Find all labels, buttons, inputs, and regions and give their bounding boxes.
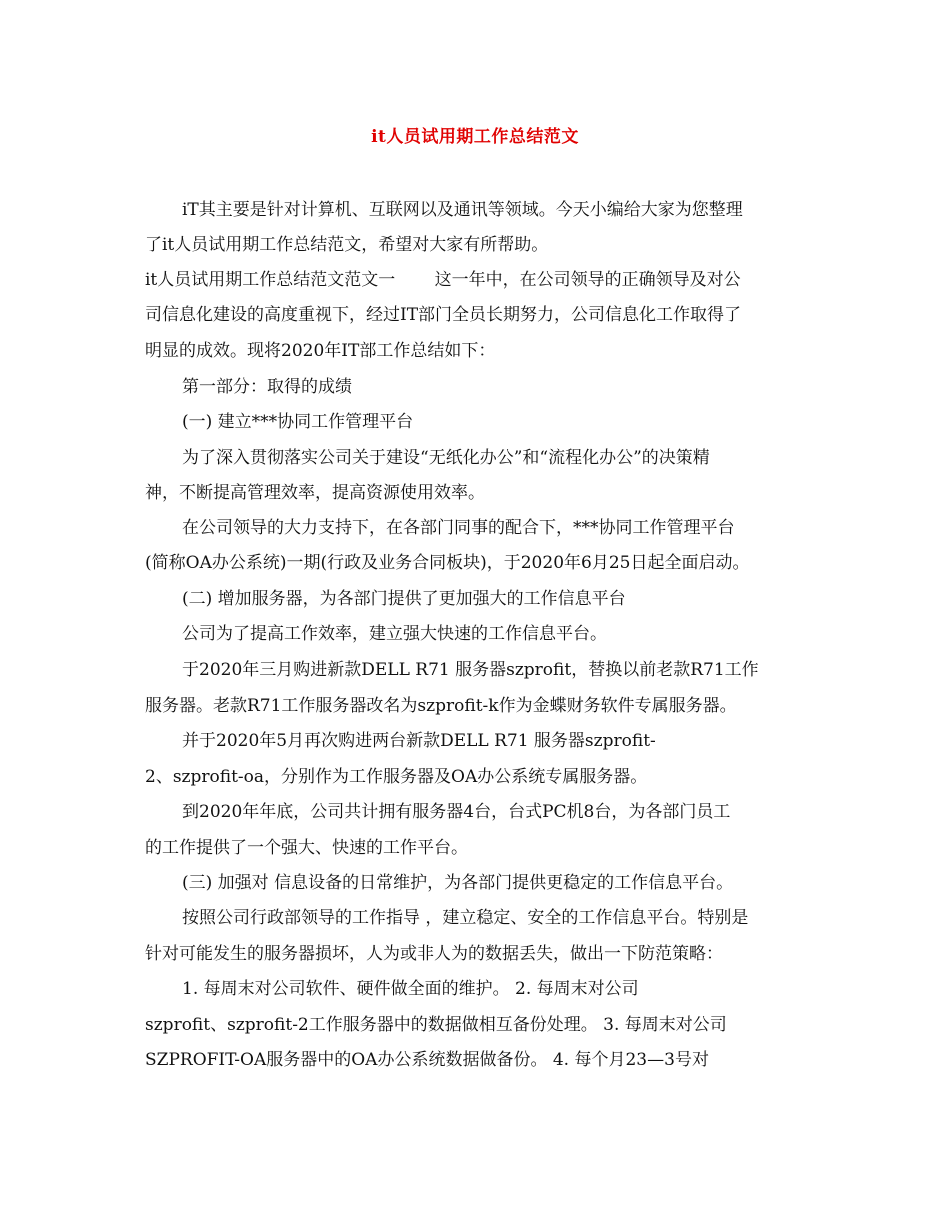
text-line: 神，不断提高管理效率，提高资源使用效率。 [145,483,485,503]
text-line: 的工作提供了一个强大、快速的工作平台。 [145,838,468,858]
text-line: 到2020年年底，公司共计拥有服务器4台，台式PC机8台，为各部门员工 [182,802,731,822]
text-line: 在公司领导的大力支持下，在各部门同事的配合下，***协同工作管理平台 [182,518,735,538]
document-title: it人员试用期工作总结范文 [371,127,579,147]
text-line: 服务器。老款R71工作服务器改名为szprofit-k作为金蝶财务软件专属服务器。 [145,696,737,716]
text-line: 明显的成效。现将2020年IT部工作总结如下： [145,341,496,361]
section-heading: 第一部分：取得的成绩 [182,377,352,397]
text-line: szprofit、szprofit-2工作服务器中的数据做相互备份处理。 3. 每周末对公司 [145,1015,727,1035]
text-line: 于2020年三月购进新款DELL R71 服务器szprofit，替换以前老款R71工作 [182,660,759,680]
text-line: 2、szprofit-oa，分别作为工作服务器及OA办公系统专属服务器。 [145,767,648,787]
text-line: 公司为了提高工作效率，建立强大快速的工作信息平台。 [182,624,607,644]
text-line: SZPROFIT-OA服务器中的OA办公系统数据做备份。 4. 每个月23—3号对 [145,1050,709,1070]
subsection-heading: (二) 增加服务器，为各部门提供了更加强大的工作信息平台 [182,589,626,609]
text-line: 司信息化建设的高度重视下，经过IT部门全员长期努力，公司信息化工作取得了 [145,305,742,325]
text-line: 针对可能发生的服务器损坏，人为或非人为的数据丢失，做出一下防范策略： [145,944,723,964]
text-line: it人员试用期工作总结范文范文一 这一年中，在公司领导的正确领导及对公 [145,270,741,290]
subsection-heading: (三) 加强对 信息设备的日常维护，为各部门提供更稳定的工作信息平台。 [182,873,734,893]
text-line: 按照公司行政部领导的工作指导 ，建立稳定、安全的工作信息平台。特别是 [182,908,749,928]
text-line: iT其主要是针对计算机、互联网以及通讯等领域。今天小编给大家为您整理 [182,200,743,220]
text-line: (简称OA办公系统)一期(行政及业务合同板块)，于2020年6月25日起全面启动。 [145,553,750,573]
text-line: 为了深入贯彻落实公司关于建设“无纸化办公”和“流程化办公”的决策精 [182,448,710,468]
text-line: 1. 每周末对公司软件、硬件做全面的维护。 2. 每周末对公司 [182,979,639,999]
text-line: 并于2020年5月再次购进两台新款DELL R71 服务器szprofit- [182,731,656,751]
text-line: 了it人员试用期工作总结范文，希望对大家有所帮助。 [145,235,549,255]
subsection-heading: (一) 建立***协同工作管理平台 [182,412,414,432]
